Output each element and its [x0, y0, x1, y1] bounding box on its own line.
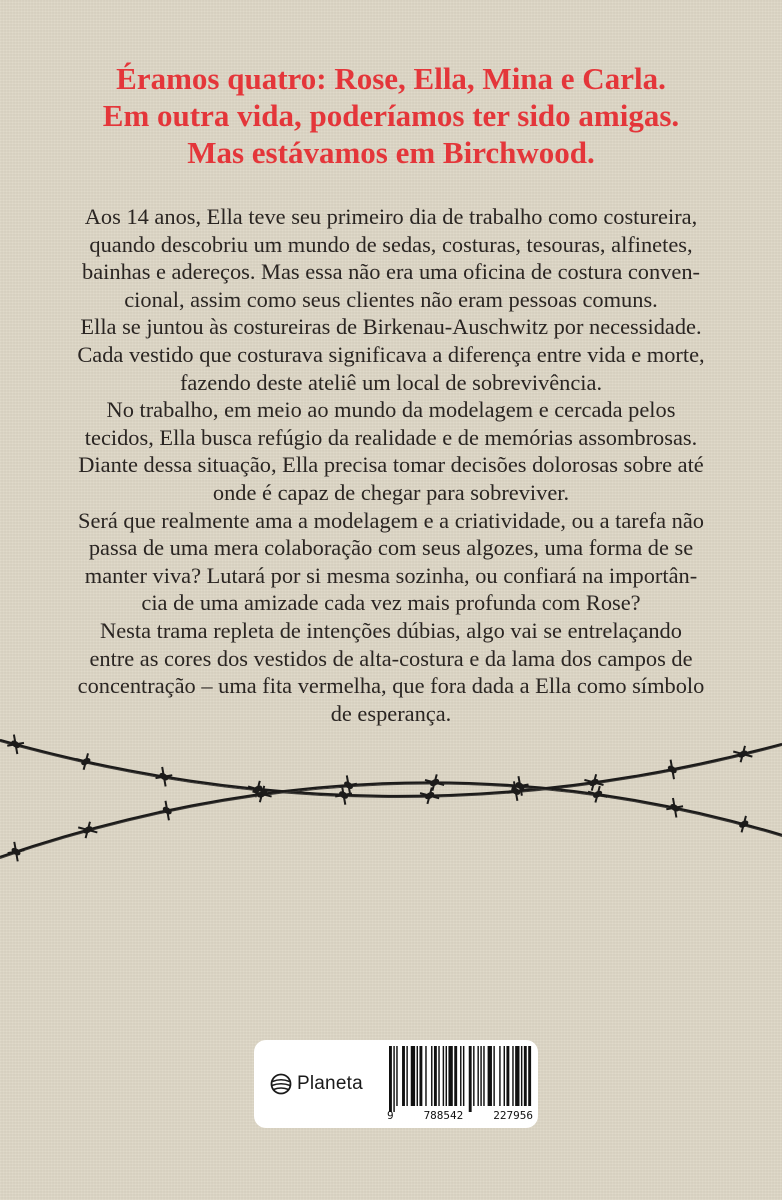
synopsis-line: Ella se juntou às costureiras de Birkenau-Auschwitz por necessidade. — [80, 314, 702, 340]
barcode-bar — [512, 1046, 513, 1106]
barbed-wire-strand — [0, 735, 782, 806]
barcode-bar — [499, 1046, 500, 1106]
synopsis-line: bainhas e adereços. Mas essa não era uma oficina de costura conven- — [82, 259, 700, 285]
barcode-bar — [393, 1046, 394, 1112]
synopsis-line: concentração – uma fita vermelha, que fora dada a Ella como símbolo — [77, 673, 705, 699]
isbn-group: 227956 — [493, 1109, 533, 1122]
barcode-bar — [419, 1046, 422, 1106]
synopsis-line: Diante dessa situação, Ella precisa tomar decisões dolorosas sobre até — [78, 452, 704, 478]
barcode-bar — [446, 1046, 447, 1106]
barcode-bar — [506, 1046, 509, 1106]
publisher-barcode-panel — [254, 1040, 538, 1128]
barcode-bar — [521, 1046, 522, 1106]
synopsis-line: Aos 14 anos, Ella teve seu primeiro dia de trabalho como costureira, — [84, 204, 698, 229]
synopsis-line: Cada vestido que costurava significava a diferença entre vida e morte, — [77, 341, 705, 367]
isbn-group: 788542 — [423, 1109, 464, 1122]
barcode-bar — [488, 1046, 492, 1106]
tagline-line: Mas estávamos em Birchwood. — [187, 135, 595, 170]
isbn-prefix: 9 — [387, 1109, 394, 1122]
barcode-bar — [463, 1046, 464, 1106]
barcode-bar — [402, 1046, 405, 1106]
publisher-logo — [270, 1070, 363, 1098]
synopsis-line: tecidos, Ella busca refúgio da realidade e de memórias assombrosas. — [84, 424, 698, 450]
isbn-barcode — [387, 1046, 533, 1124]
barcode-bar — [460, 1046, 461, 1106]
synopsis-line: cia de uma amizade cada vez mais profunda com Rose? — [141, 590, 641, 616]
barcode-bar — [438, 1046, 439, 1106]
synopsis-line: No trabalho, em meio ao mundo da modelagem e cercada pelos — [106, 397, 676, 423]
tagline-line: Em outra vida, poderíamos ter sido amigas. — [102, 98, 680, 133]
synopsis-line: manter viva? Lutará por si mesma sozinha, ou confiará na importân- — [84, 562, 698, 588]
synopsis-line: onde é capaz de chegar para sobreviver. — [212, 479, 570, 505]
publisher-name: Planeta — [297, 1073, 363, 1094]
barcode-bar — [473, 1046, 474, 1106]
barcode-bar — [448, 1046, 452, 1106]
tagline — [40, 60, 742, 171]
barbed-wire-illustration — [0, 700, 782, 880]
barbed-wire-strand — [0, 773, 782, 861]
barcode-bar — [528, 1046, 531, 1106]
barcode-bar — [434, 1046, 437, 1106]
barcode-bar — [504, 1046, 505, 1106]
barcode-bar — [480, 1046, 481, 1106]
synopsis-line: cional, assim como seus clientes não eram pessoas comuns. — [124, 286, 658, 312]
planeta-globe-icon — [270, 1073, 292, 1095]
barcode-bar — [493, 1046, 494, 1106]
tagline-line: Éramos quatro: Rose, Ella, Mina e Carla. — [116, 61, 666, 96]
barcode-bar — [454, 1046, 457, 1106]
synopsis-line: de esperança. — [330, 700, 452, 726]
synopsis-line: passa de uma mera colaboração com seus algozes, uma forma de se — [88, 535, 694, 561]
barcode-bar — [524, 1046, 527, 1106]
barcode-bar — [389, 1046, 392, 1112]
synopsis-line: Será que realmente ama a modelagem e a criatividade, ou a tarefa não — [78, 507, 704, 533]
isbn-digits — [387, 1109, 533, 1122]
barcode-bar — [417, 1046, 418, 1106]
barcode-bar — [411, 1046, 415, 1106]
barcode-bars — [387, 1046, 533, 1112]
synopsis-line: quando descobriu um mundo de sedas, costuras, tesouras, alfinetes, — [89, 231, 693, 257]
barcode-bar — [443, 1046, 444, 1106]
barcode-bar — [431, 1046, 432, 1106]
synopsis — [70, 203, 712, 727]
synopsis-line: Nesta trama repleta de intenções dúbias, algo vai se entrelaçando — [100, 617, 682, 643]
barcode-bar — [406, 1046, 407, 1106]
barcode-bar — [477, 1046, 478, 1106]
barcode-bar — [469, 1046, 472, 1112]
synopsis-line: entre as cores dos vestidos de alta-costura e da lama dos campos de — [89, 645, 693, 671]
barb — [6, 842, 25, 861]
barcode-bar — [515, 1046, 519, 1106]
barcode-bar — [425, 1046, 426, 1106]
barcode-bar — [396, 1046, 397, 1106]
barcode-bar — [483, 1046, 484, 1106]
synopsis-line: fazendo deste ateliê um local de sobrevivência. — [179, 369, 603, 395]
